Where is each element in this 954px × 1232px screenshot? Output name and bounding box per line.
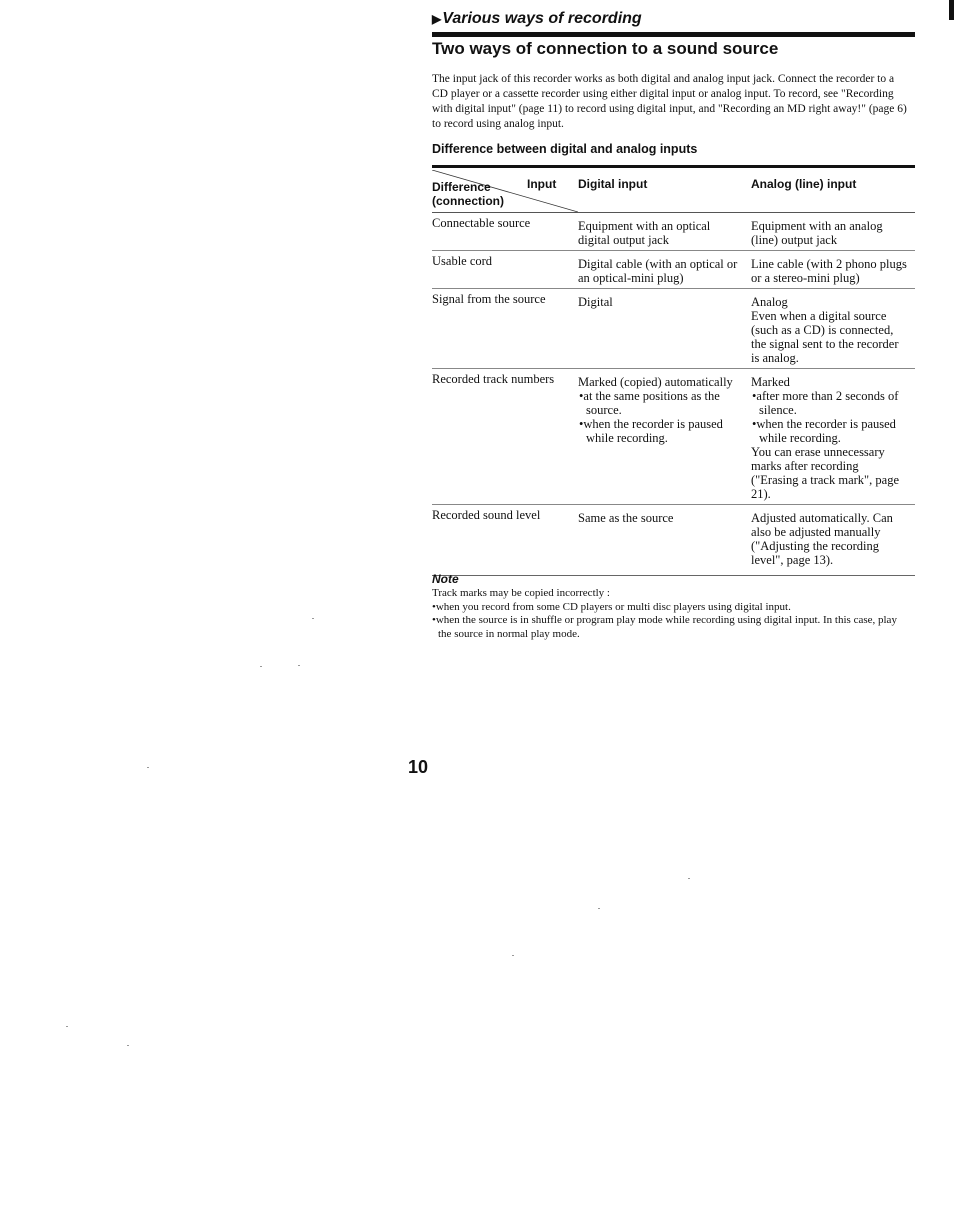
scan-speck	[147, 767, 149, 768]
scan-speck	[312, 618, 314, 619]
scan-speck	[598, 908, 600, 909]
section-header	[432, 9, 915, 29]
note-heading: Note	[432, 572, 459, 586]
analog-cell-title: Marked	[751, 375, 790, 389]
page-number: 10	[408, 757, 429, 777]
section-header-text: Various ways of recording	[442, 10, 642, 27]
digital-cell	[578, 369, 751, 505]
note-item-text: when you record from some CD players or multi disc players using digital input.	[435, 600, 791, 613]
table-row	[432, 505, 915, 576]
table-row	[432, 251, 915, 289]
digital-cell: Digital	[578, 289, 751, 369]
scan-speck	[260, 666, 262, 667]
note-item: •when the source is in shuffle or program play mode while recording using digital input. In this case, play the source in normal play mode.	[432, 614, 897, 640]
triangle-bullet-icon: ▶	[432, 12, 442, 26]
analog-cell: Equipment with an analog (line) output jack	[751, 213, 915, 251]
row-label: Recorded sound level	[432, 505, 578, 576]
corner-difference-label	[432, 180, 504, 208]
table-header-row	[432, 170, 915, 213]
analog-cell	[751, 369, 915, 505]
scan-speck	[298, 665, 300, 666]
digital-cell-title: Marked (copied) automatically	[578, 375, 733, 389]
scan-speck	[512, 955, 514, 956]
note-intro: Track marks may be copied incorrectly :	[432, 587, 610, 599]
header-rule	[432, 32, 915, 37]
table-title: Difference between digital and analog inputs	[432, 142, 698, 156]
row-label: Signal from the source	[432, 289, 578, 369]
analog-bullet-item: •when the recorder is paused while recording.	[752, 417, 896, 445]
analog-bullet-item: •after more than 2 seconds of silence.	[752, 389, 899, 417]
page-title: Two ways of connection to a sound source	[432, 39, 779, 58]
digital-bullet-text: when the recorder is paused while recording.	[583, 417, 723, 445]
digital-bullet-text: at the same positions as the source.	[583, 389, 720, 417]
analog-bullet-text: after more than 2 seconds of silence.	[756, 389, 899, 417]
corner-input-label: Input	[527, 177, 557, 191]
table-row	[432, 213, 915, 251]
row-label: Usable cord	[432, 251, 578, 289]
analog-cell: Adjusted automatically. Can also be adjusted manually ("Adjusting the recording level", page 13).	[751, 505, 915, 576]
digital-bullet-item: •at the same positions as the source.	[579, 389, 720, 417]
note-item: •when you record from some CD players or multi disc players using digital input.	[432, 600, 791, 613]
analog-cell	[751, 289, 915, 369]
note-item-text: when the source is in shuffle or program play mode while recording using digital input. In this case, play the source in normal play mode.	[435, 614, 897, 640]
row-label: Recorded track numbers	[432, 369, 578, 505]
table-row	[432, 289, 915, 369]
comparison-table	[432, 170, 915, 576]
table-row	[432, 369, 915, 505]
intro-paragraph: The input jack of this recorder works as both digital and analog input jack. Connect the recorder to a CD player or a cassette recorder using either digital input or analog input. To record, see "Recording with digital input" (page 11) to record using digital input, and "Recording an MD right away!" (page 6) to record using analog input.	[432, 73, 907, 130]
corner-header-cell	[432, 170, 578, 213]
scan-speck	[127, 1045, 129, 1046]
scan-speck	[688, 878, 690, 879]
page-edge-mark	[949, 0, 954, 20]
digital-cell: Digital cable (with an optical or an optical-mini plug)	[578, 251, 751, 289]
analog-cell: Line cable (with 2 phono plugs or a stereo-mini plug)	[751, 251, 915, 289]
digital-bullet-item: •when the recorder is paused while recording.	[579, 417, 723, 445]
analog-cell-detail: You can erase unnecessary marks after recording ("Erasing a track mark", page 21).	[751, 445, 899, 501]
column-header-analog: Analog (line) input	[751, 170, 915, 213]
corner-connection-text: (connection)	[432, 194, 504, 208]
row-label: Connectable source	[432, 213, 578, 251]
column-header-digital: Digital input	[578, 170, 751, 213]
corner-difference-text: Difference	[432, 180, 491, 194]
note-body	[432, 587, 912, 641]
digital-cell: Equipment with an optical digital output jack	[578, 213, 751, 251]
scan-speck	[66, 1026, 68, 1027]
digital-cell: Same as the source	[578, 505, 751, 576]
table-top-rule	[432, 165, 915, 168]
analog-bullet-text: when the recorder is paused while recording.	[756, 417, 896, 445]
analog-cell-title: Analog	[751, 295, 788, 309]
analog-cell-detail: Even when a digital source (such as a CD) is connected, the signal sent to the recorder is analog.	[751, 309, 899, 365]
